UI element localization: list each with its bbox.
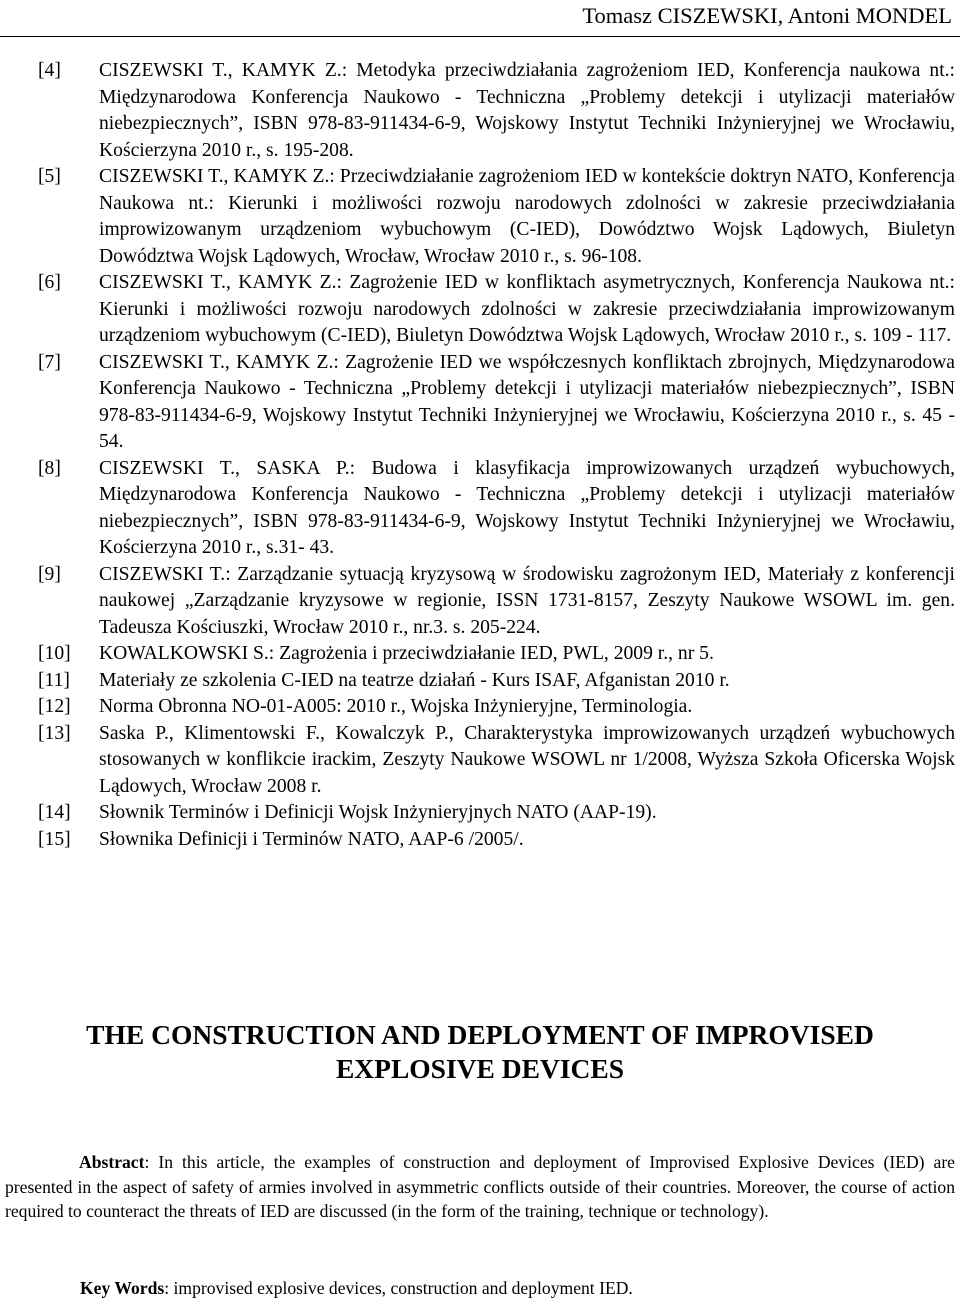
reference-number: [7]	[38, 351, 61, 373]
reference-item	[0, 164, 960, 270]
reference-item	[0, 721, 960, 801]
reference-item	[0, 694, 960, 721]
reference-number: [13]	[38, 722, 71, 744]
reference-item	[0, 800, 960, 827]
header-rule	[0, 36, 960, 37]
reference-number: [14]	[38, 802, 71, 823]
reference-number: [12]	[38, 696, 71, 717]
keywords-paragraph	[80, 1276, 955, 1300]
reference-number: [15]	[38, 828, 71, 850]
abstract-label: Abstract	[79, 1152, 145, 1172]
reference-item	[0, 641, 960, 668]
reference-text: Słownika Definicji i Terminów NATO, AAP-6 /2005/.	[99, 828, 524, 850]
reference-text: CISZEWSKI T., KAMYK Z.: Przeciwdziałanie zagrożeniom IED w kontekście doktryn NATO, Konferencja Naukowa nt.: Kierunki i możliwości rozwoju narodowych zdolności w zakresie przeciwdziałania improwizowanym urządzeniom wybuchowym (C-IED), Dowództwo Wojsk Lądowych, Biuletyn Dowództwa Wojsk Lądowych, Wrocław, Wrocław 2010 r., s. 96-108.	[99, 166, 955, 267]
reference-number: [9]	[38, 563, 61, 585]
reference-item	[0, 270, 960, 350]
reference-item	[0, 350, 960, 456]
reference-number: [6]	[38, 272, 61, 293]
reference-text: CISZEWSKI T., KAMYK Z.: Metodyka przeciwdziałania zagrożeniom IED, Konferencja naukowa nt.: Międzynarodowa Konferencja Naukowo - Techniczna „Problemy detekcji i utylizacji materiałów niebezpiecznych”, ISBN 978-83-911434-6-9, Wojskowy Instytut Techniki Inżynieryjnej we Wrocławiu, Kościerzyna 2010 r., s. 195-208.	[99, 60, 955, 161]
reference-number: [11]	[38, 669, 70, 691]
reference-text: Materiały ze szkolenia C-IED na teatrze działań - Kurs ISAF, Afganistan 2010 r.	[99, 669, 730, 691]
reference-item	[0, 456, 960, 562]
reference-number: [5]	[38, 166, 61, 187]
reference-item	[0, 58, 960, 164]
reference-list	[0, 58, 960, 853]
reference-number: [8]	[38, 457, 61, 479]
reference-text: CISZEWSKI T.: Zarządzanie sytuacją kryzysową w środowisku zagrożonym IED, Materiały z konferencji naukowej „Zarządzanie kryzysowe w regionie, ISSN 1731-8157, Zeszyty Naukowe WSOWL im. gen. Tadeusza Kościuszki, Wrocław 2010 r., nr.3. s. 205-224.	[99, 563, 955, 638]
reference-text: CISZEWSKI T., SASKA P.: Budowa i klasyfikacja improwizowanych urządzeń wybuchowych, Międzynarodowa Konferencja Naukowo - Techniczna „Problemy detekcji i utylizacji materiałów niebezpiecznych”, ISBN 978-83-911434-6-9, Wojskowy Instytut Techniki Inżynieryjnej we Wrocławiu, Kościerzyna 2010 r., s.31- 43.	[99, 457, 955, 558]
article-title	[40, 1018, 920, 1086]
article-title-line-2: EXPLOSIVE DEVICES	[335, 1053, 625, 1084]
reference-item	[0, 562, 960, 642]
keywords-label: Key Words	[80, 1278, 165, 1298]
reference-text: CISZEWSKI T., KAMYK Z.: Zagrożenie IED w konfliktach asymetrycznych, Konferencja Naukowa nt.: Kierunki i możliwości rozwoju narodowych zdolności w zakresie przeciwdziałania improwizowanym urządzeniom wybuchowym (C-IED), Biuletyn Dowództwa Wojsk Lądowych, Wrocław 2010 r., s. 109 - 117.	[99, 272, 955, 346]
reference-text: Saska P., Klimentowski F., Kowalczyk P., Charakterystyka improwizowanych urządzeń wybuchowych stosowanych w konflikcie irackim, Zeszyty Naukowe WSOWL nr 1/2008, Wyższa Szkoła Oficerska Wojsk Lądowych, Wrocław 2008 r.	[99, 722, 955, 797]
reference-item	[0, 668, 960, 695]
article-title-line-1: THE CONSTRUCTION AND DEPLOYMENT OF IMPROVISED	[86, 1019, 874, 1050]
reference-text: Słownik Terminów i Definicji Wojsk Inżynieryjnych NATO (AAP-19).	[99, 802, 657, 823]
running-header: Tomasz CISZEWSKI, Antoni MONDEL	[582, 3, 952, 28]
reference-text: Norma Obronna NO-01-A005: 2010 r., Wojska Inżynieryjne, Terminologia.	[99, 696, 693, 717]
reference-number: [10]	[38, 643, 71, 664]
keywords-text: : improvised explosive devices, construction and deployment IED.	[164, 1278, 633, 1298]
reference-text: KOWALKOWSKI S.: Zagrożenia i przeciwdziałanie IED, PWL, 2009 r., nr 5.	[99, 643, 714, 664]
reference-text: CISZEWSKI T., KAMYK Z.: Zagrożenie IED we współczesnych konfliktach zbrojnych, Międzynarodowa Konferencja Naukowo - Techniczna „Problemy detekcji i utylizacji materiałów niebezpiecznych”, ISBN 978-83-911434-6-9, Wojskowy Instytut Techniki Inżynieryjnej we Wrocławiu, Kościerzyna 2010 r., s. 45 - 54.	[99, 351, 955, 452]
abstract-text: : In this article, the examples of construction and deployment of Improvised Explosive Devices (IED) are presented in the aspect of safety of armies involved in asymmetric conflicts outside of their countries. Moreover, the course of action required to counteract the threats of IED are discussed (in the form of the training, technique or technology).	[5, 1152, 955, 1221]
abstract-paragraph	[5, 1150, 955, 1224]
reference-number: [4]	[38, 60, 61, 81]
reference-item	[0, 827, 960, 854]
